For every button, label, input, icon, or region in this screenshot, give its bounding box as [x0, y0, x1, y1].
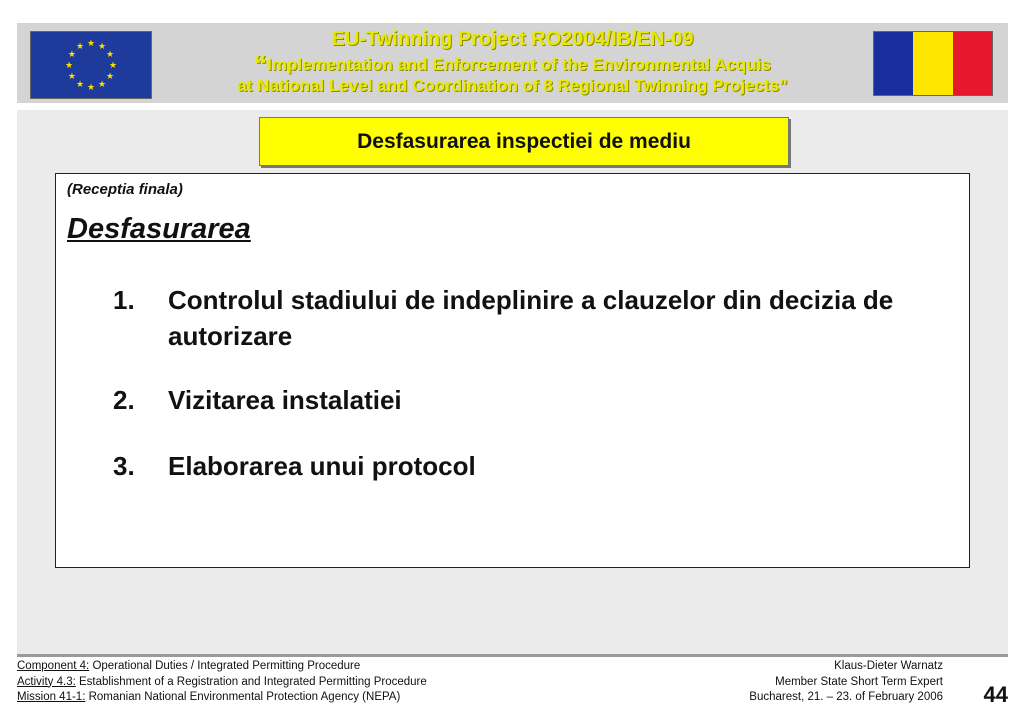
eu-star-icon: ★	[64, 60, 74, 70]
header-banner	[17, 23, 1008, 103]
slide-title: Desfasurarea inspectiei de mediu	[259, 117, 789, 166]
eu-flag-icon	[30, 31, 152, 99]
list-item-number: 3.	[113, 451, 135, 481]
list-item-2	[113, 382, 933, 418]
eu-star-icon: ★	[75, 79, 85, 90]
eu-star-icon: ★	[86, 38, 96, 48]
footer-right	[749, 659, 943, 706]
content-box	[55, 173, 970, 568]
eu-star-icon: ★	[106, 49, 115, 59]
eu-star-icon: ★	[97, 79, 107, 90]
footer-divider	[17, 654, 1008, 657]
content-subtitle: (Receptia finala)	[67, 181, 183, 198]
project-subtitle-line1	[162, 51, 863, 77]
footer-left	[17, 659, 427, 706]
eu-star-icon: ★	[86, 82, 96, 92]
footer-activity	[17, 675, 427, 691]
eu-star-icon: ★	[75, 40, 85, 51]
numbered-list	[113, 282, 933, 484]
page-number: 44	[983, 682, 1008, 707]
footer-component	[17, 659, 427, 675]
list-item-text: Elaborarea unui protocol	[168, 451, 476, 481]
project-subtitle-line2: at National Level and Coordination of 8 Regional Twinning Projects”	[237, 76, 788, 95]
footer-role: Member State Short Term Expert	[775, 675, 943, 688]
flag-stripe-red	[953, 32, 992, 95]
footer-mission-label: Mission 41-1:	[17, 691, 86, 703]
list-item-number: 1.	[113, 285, 135, 315]
footer-mission-text: Romanian National Environmental Protection Agency (NEPA)	[85, 691, 401, 703]
list-item-text: Vizitarea instalatiei	[168, 385, 402, 415]
eu-star-icon: ★	[108, 60, 118, 70]
footer-activity-text: Establishment of a Registration and Integrated Permitting Procedure	[75, 675, 427, 688]
eu-star-icon: ★	[67, 71, 76, 81]
footer-mission	[17, 690, 427, 706]
eu-star-icon: ★	[106, 71, 115, 81]
content-heading: Desfasurarea	[67, 213, 251, 245]
open-quote: “	[254, 49, 268, 79]
flag-stripe-yellow	[913, 32, 952, 95]
list-item-1	[113, 282, 933, 354]
list-item-3	[113, 448, 933, 484]
footer-component-label: Component 4:	[17, 660, 90, 672]
footer-component-text: Operational Duties / Integrated Permitting Procedure	[89, 660, 361, 672]
footer-activity-label: Activity 4.3:	[17, 675, 76, 688]
flag-stripe-blue	[874, 32, 913, 95]
list-item-text: Controlul stadiului de indeplinire a clauzelor din decizia de autorizare	[168, 285, 894, 351]
project-code: EU-Twinning Project RO2004/IB/EN-09	[331, 28, 694, 50]
footer-author: Klaus-Dieter Warnatz	[834, 660, 943, 672]
project-subtitle-text: Implementation and Enforcement of the Environmental Acquis	[267, 55, 771, 74]
eu-star-icon: ★	[97, 40, 107, 51]
project-title	[162, 29, 863, 94]
eu-star-icon: ★	[67, 49, 76, 59]
list-item-number: 2.	[113, 385, 135, 415]
footer-date: Bucharest, 21. – 23. of February 2006	[749, 691, 943, 703]
romania-flag-icon	[873, 31, 993, 96]
